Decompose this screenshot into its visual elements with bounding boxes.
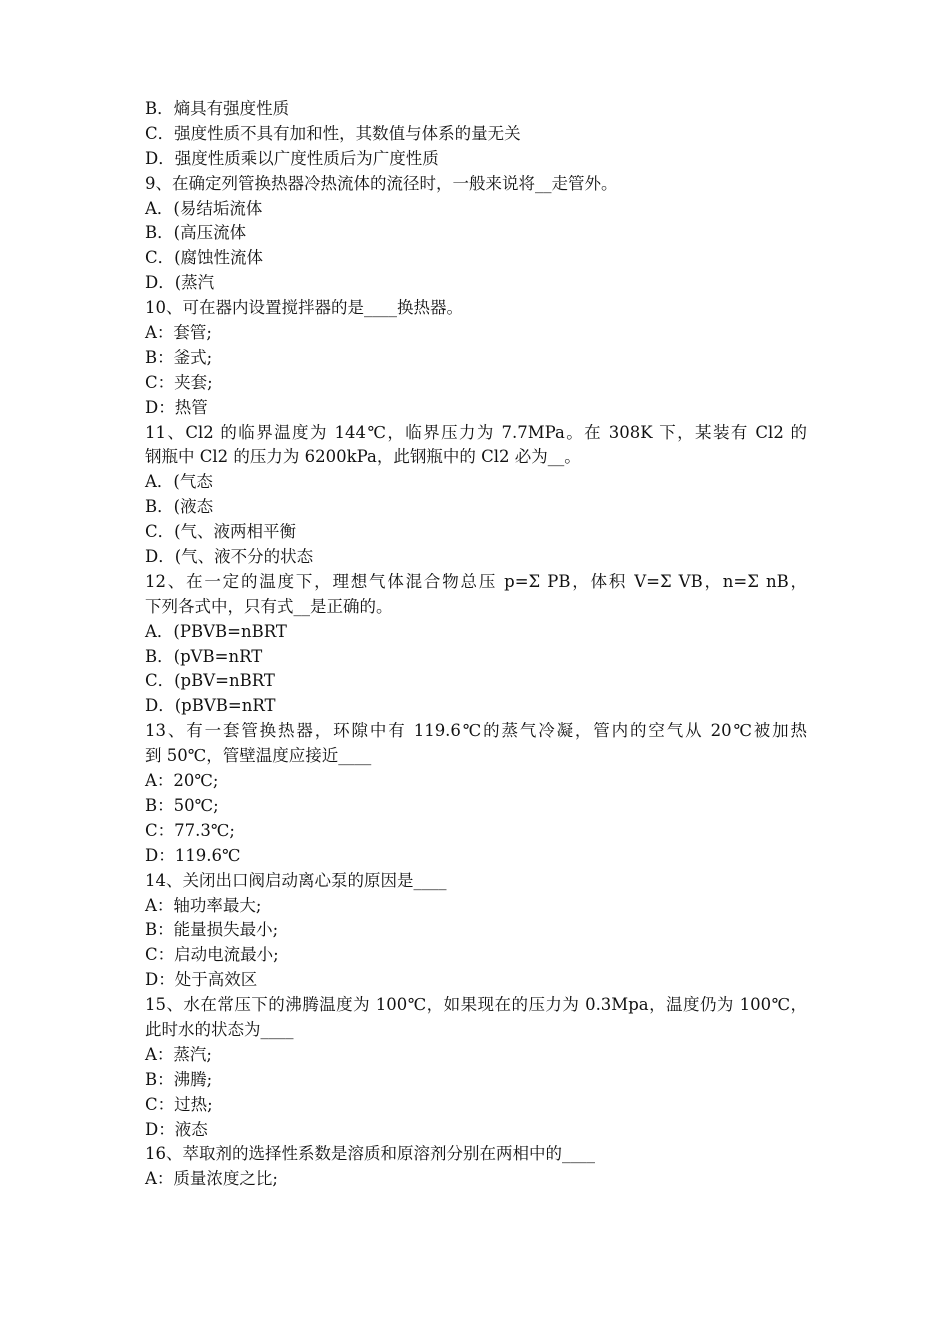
option-text: A．(易结垢流体 (145, 198, 263, 218)
text-line: B．熵具有强度性质 (145, 99, 290, 118)
option-text: C．(腐蚀性流体 (145, 248, 264, 268)
question-text: 钢瓶中 Cl2 的压力为 6200kPa，此钢瓶中的 Cl2 必为__。 (145, 447, 581, 467)
text-line: D．强度性质乘以广度性质后为广度性质 (145, 148, 439, 168)
question-text: 下列各式中，只有式__是正确的。 (145, 596, 393, 616)
option-text: A．(PBVB=nBRT (145, 621, 287, 641)
question-text: 此时水的状态为____ (145, 1019, 294, 1039)
question-text: 15、水在常压下的沸腾温度为 100℃，如果现在的压力为 0.3Mpa，温度仍为 100℃， (145, 995, 807, 1015)
option-text: A：质量浓度之比; (145, 1169, 278, 1189)
text-line: C．强度性质不具有加和性，其数值与体系的量无关 (145, 123, 521, 143)
option-text: C：77.3℃; (145, 820, 235, 840)
question-text: 16、萃取剂的选择性系数是溶质和原溶剂分别在两相中的____ (145, 1144, 595, 1164)
option-text: B：沸腾; (145, 1069, 213, 1089)
option-text: D：液态 (145, 1119, 208, 1139)
question-text: 11、Cl2 的临界温度为 144℃，临界压力为 7.7MPa。在 308K 下，某装有 Cl2 的 (145, 422, 807, 442)
option-text: D：119.6℃ (145, 845, 241, 865)
option-text: D．(蒸汽 (145, 273, 215, 293)
question-text: 12、在一定的温度下，理想气体混合物总压 p=Σ PB，体积 V=Σ VB，n=Σ nB， (145, 571, 807, 591)
document-body (145, 97, 807, 1192)
option-text: B．(高压流体 (145, 223, 247, 243)
option-text: B：釜式; (145, 347, 213, 367)
option-text: D．(pBVB=nRT (145, 696, 276, 716)
option-text: C．(pBV=nBRT (145, 671, 275, 691)
question-text: 14、关闭出口阀启动离心泵的原因是____ (145, 870, 447, 890)
question-text: 9、在确定列管换热器冷热流体的流径时，一般来说将__走管外。 (145, 173, 618, 193)
option-text: A：20℃; (145, 771, 219, 791)
option-text: B：50℃; (145, 795, 219, 815)
question-text: 到 50℃，管壁温度应接近____ (145, 746, 372, 766)
option-text: D：处于高效区 (145, 970, 258, 990)
option-text: A．(气态 (145, 472, 213, 492)
option-text: B：能量损失最小; (145, 920, 279, 940)
option-text: C：启动电流最小; (145, 945, 279, 965)
option-text: B．(液态 (145, 497, 214, 517)
option-text: A：套管; (145, 323, 212, 343)
option-text: B．(pVB=nRT (145, 646, 263, 666)
option-text: C．(气、液两相平衡 (145, 522, 297, 542)
option-text: C：过热; (145, 1094, 213, 1114)
option-text: C：夹套; (145, 372, 213, 392)
option-text: A：轴功率最大; (145, 895, 262, 915)
option-text: D．(气、液不分的状态 (145, 547, 314, 567)
option-text: A：蒸汽; (145, 1044, 212, 1064)
option-text: D：热管 (145, 397, 208, 417)
question-text: 13、有一套管换热器，环隙中有 119.6℃的蒸气冷凝，管内的空气从 20℃被加热 (145, 721, 807, 741)
question-text: 10、可在器内设置搅拌器的是____换热器。 (145, 298, 463, 318)
